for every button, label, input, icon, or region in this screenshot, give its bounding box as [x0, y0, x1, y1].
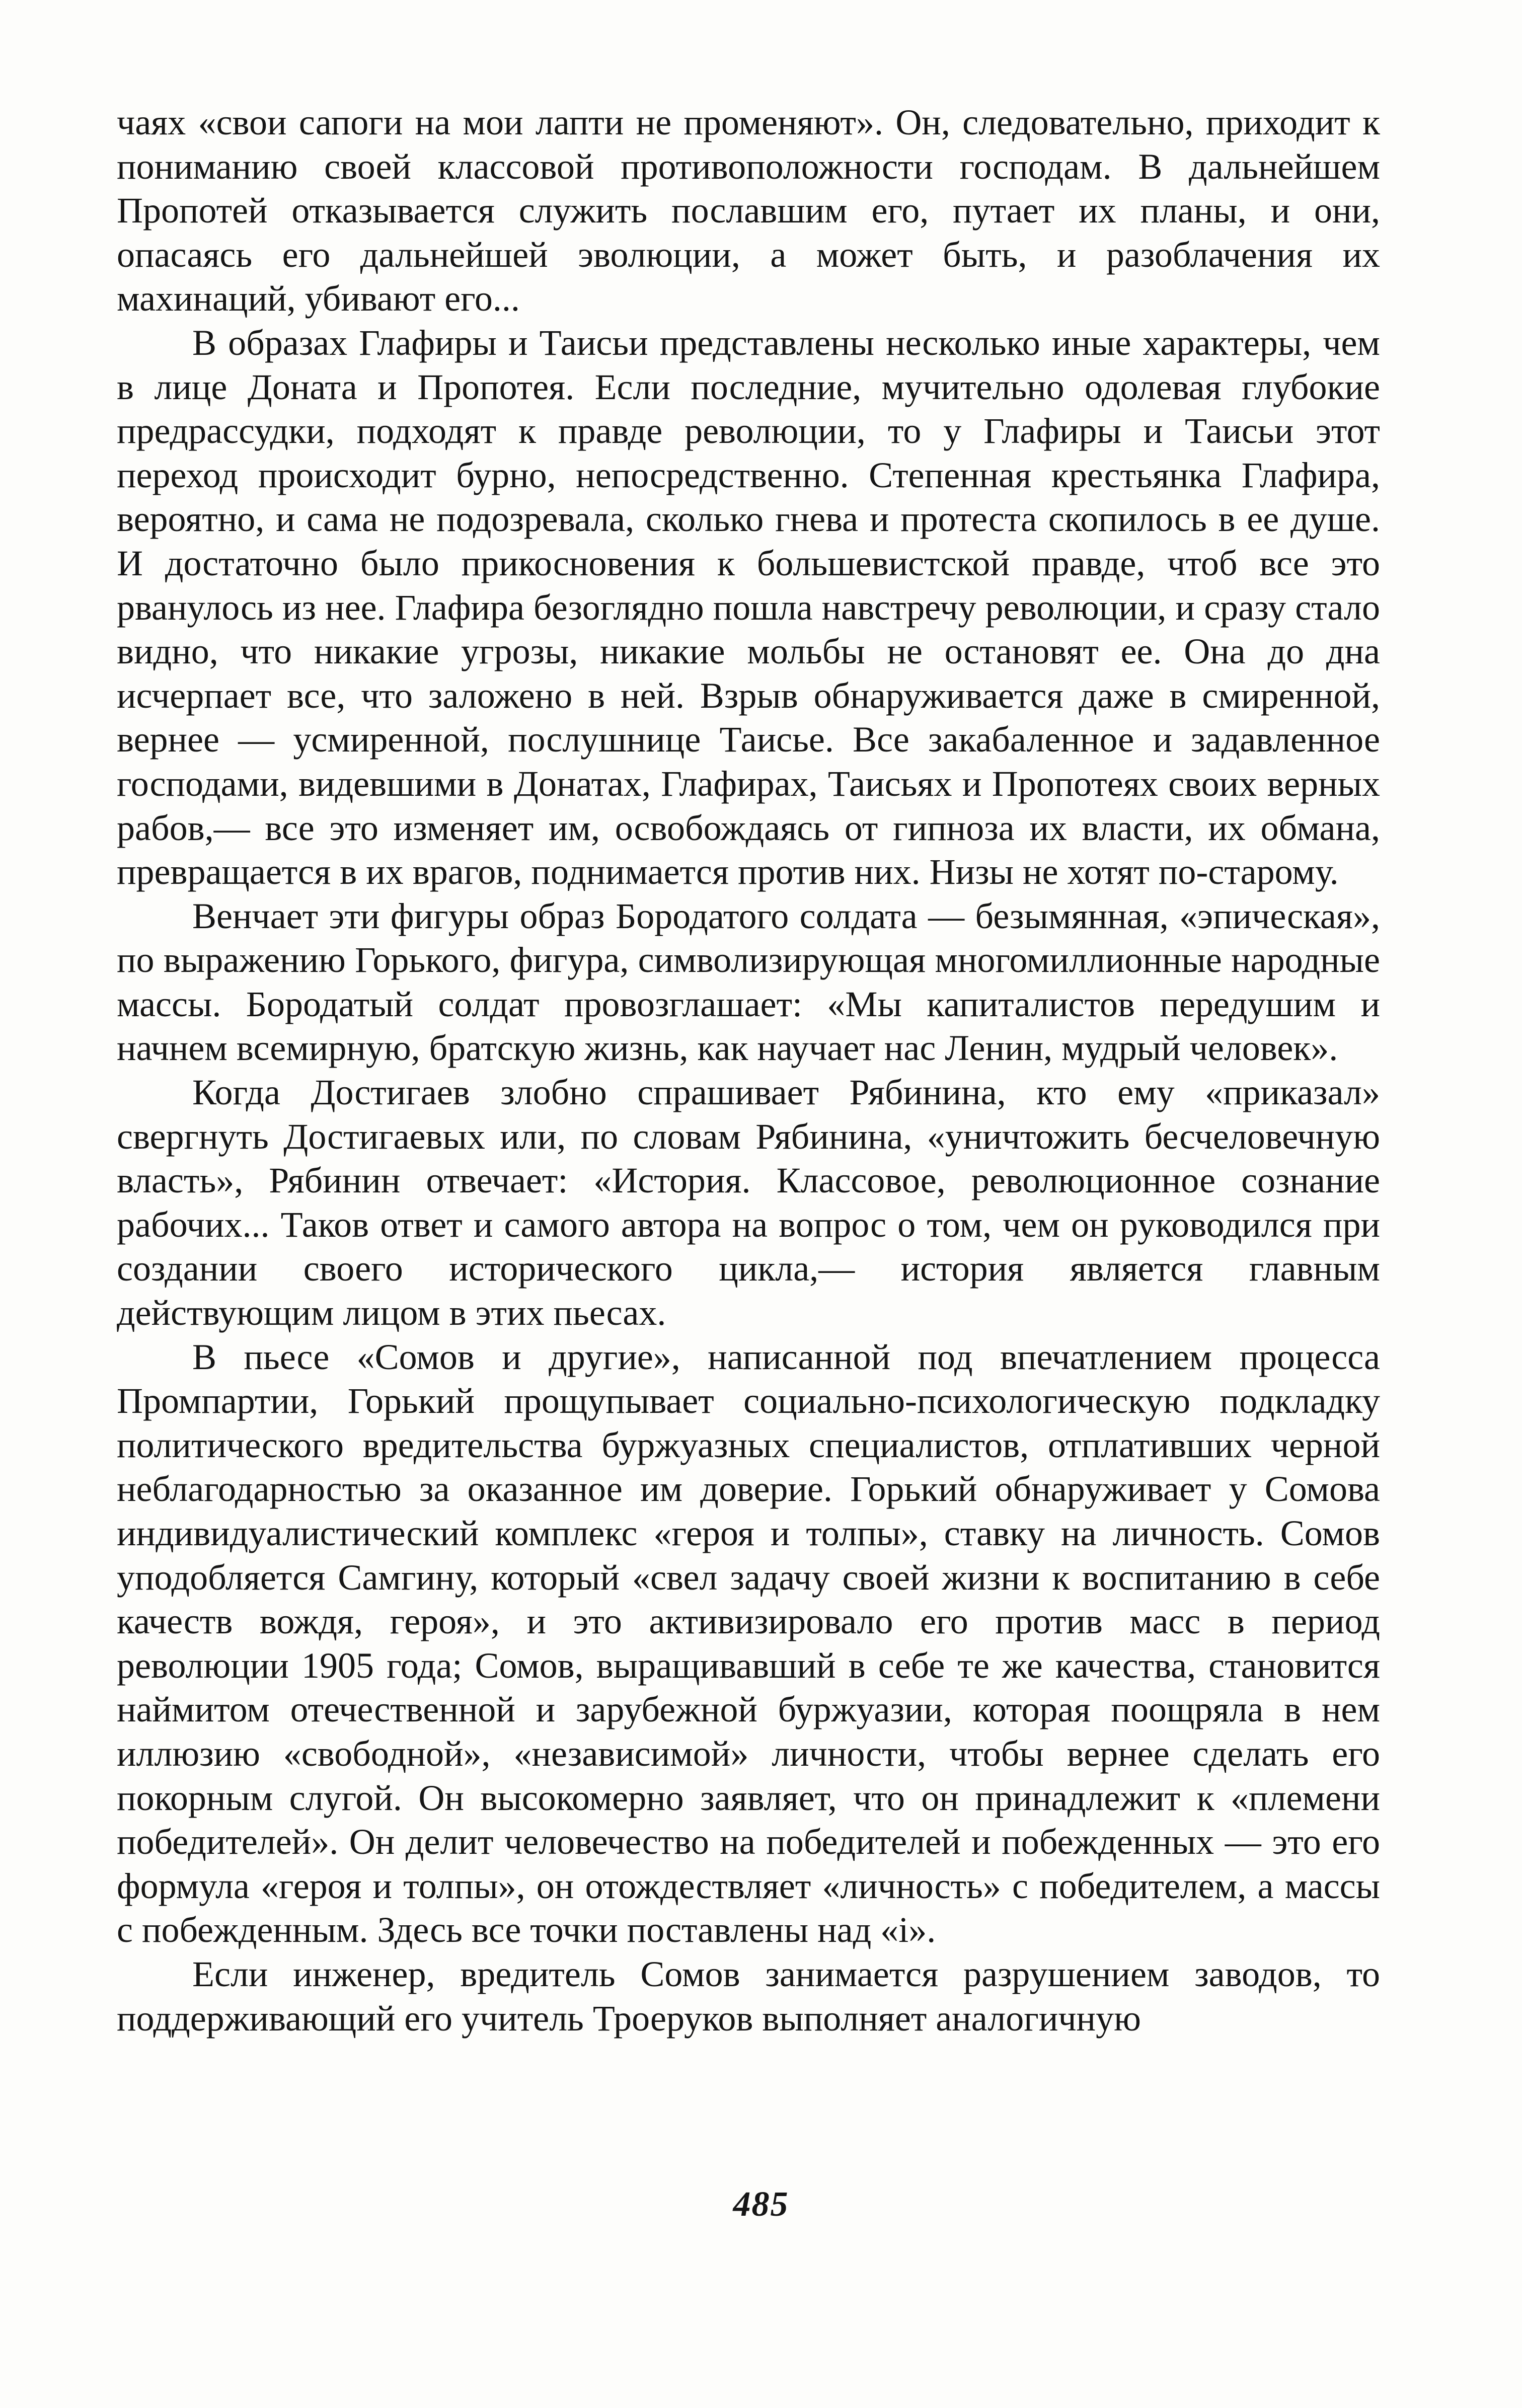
paragraph-glafira-taisya: В образах Глафиры и Таисьи представлены несколько иные характеры, чем в лице Доната и Пропотея. Если последние, мучительно одолевая глубокие предрассудки, подходят к правде революции, то у Глафиры и Таисьи этот переход происходит бурно, непосредственно. Степенная крестьянка Глафира, вероятно, и сама не подозревала, сколько гнева и протеста скопилось в ее душе. И достаточно было прикосновения к большевистской правде, чтоб все это рванулось из нее. Глафира безоглядно пошла навстречу революции, и сразу стало видно, что никакие угрозы, никакие мольбы не остановят ее. Она до дна исчерпает все, что заложено в ней. Взрыв обнаруживается даже в смиренной, вернее — усмиренной, послушнице Таисье. Все закабаленное и задавленное господами, видевшими в Донатах, Глафирах, Таисьях и Пропотеях своих верных рабов,— все это изменяет им, освобождаясь от гипноза их власти, их обмана, превращается в их врагов, поднимается против них. Низы не хотят по-старому. — [117, 322, 1380, 892]
paragraph-engineer-somov: Если инженер, вредитель Сомов занимается разрушением заводов, то поддерживающий его учитель Троеруков выполняет аналогичную — [117, 1953, 1380, 2039]
paragraph-somov-and-others: В пьесе «Сомов и другие», написанной под впечатлением процесса Промпартии, Горький прощупывает социально-психологическую подкладку политического вредительства буржуазных специалистов, отплативших черной неблагодарностью за оказанное им доверие. Горький обнаруживает у Сомова индивидуалистический комплекс «героя и толпы», ставку на личность. Сомов уподобляется Самгину, который «свел задачу своей жизни к воспитанию в себе качеств вождя, героя», и это активизировало его против масс в период революции 1905 года; Сомов, выращивавший в себе те же качества, становится наймитом отечественной и зарубежной буржуазии, которая поощряла в нем иллюзию «свободной», «независимой» личности, чтобы вернее сделать его покорным слугой. Он высокомерно заявляет, что он принадлежит к «племени победителей». Он делит человечество на победителей и побежденных — это его формула «героя и толпы», он отождествляет «личность» с победителем, а массы с побежденным. Здесь все точки поставлены над «і». — [117, 1336, 1380, 1950]
paragraph-bearded-soldier: Венчает эти фигуры образ Бородатого солдата — безымянная, «эпическая», по выражению Горького, фигура, символизирующая многомиллионные народные массы. Бородатый солдат провозглашает: «Мы капиталистов передушим и начнем всемирную, братскую жизнь, как научает нас Ленин, мудрый человек». — [117, 895, 1380, 1069]
paragraph-continuation: чаях «свои сапоги на мои лапти не променяют». Он, следовательно, приходит к пониманию своей классовой противоположности господам. В дальнейшем Пропотей отказывается служить пославшим его, путает их планы, и они, опасаясь его дальнейшей эволюции, а может быть, и разоблачения их махинаций, убивают его... — [117, 102, 1380, 319]
paragraph-dostigaev-ryabinin: Когда Достигаев злобно спрашивает Рябинина, кто ему «приказал» свергнуть Достигаевых или, по словам Рябинина, «уничтожить бесчеловечную власть», Рябинин отвечает: «История. Классовое, революционное сознание рабочих... Таков ответ и самого автора на вопрос о том, чем он руководился при создании своего исторического цикла,— история является главным действующим лицом в этих пьесах. — [117, 1072, 1380, 1333]
page-number: 485 — [733, 2185, 789, 2224]
body-text — [117, 101, 1380, 2041]
